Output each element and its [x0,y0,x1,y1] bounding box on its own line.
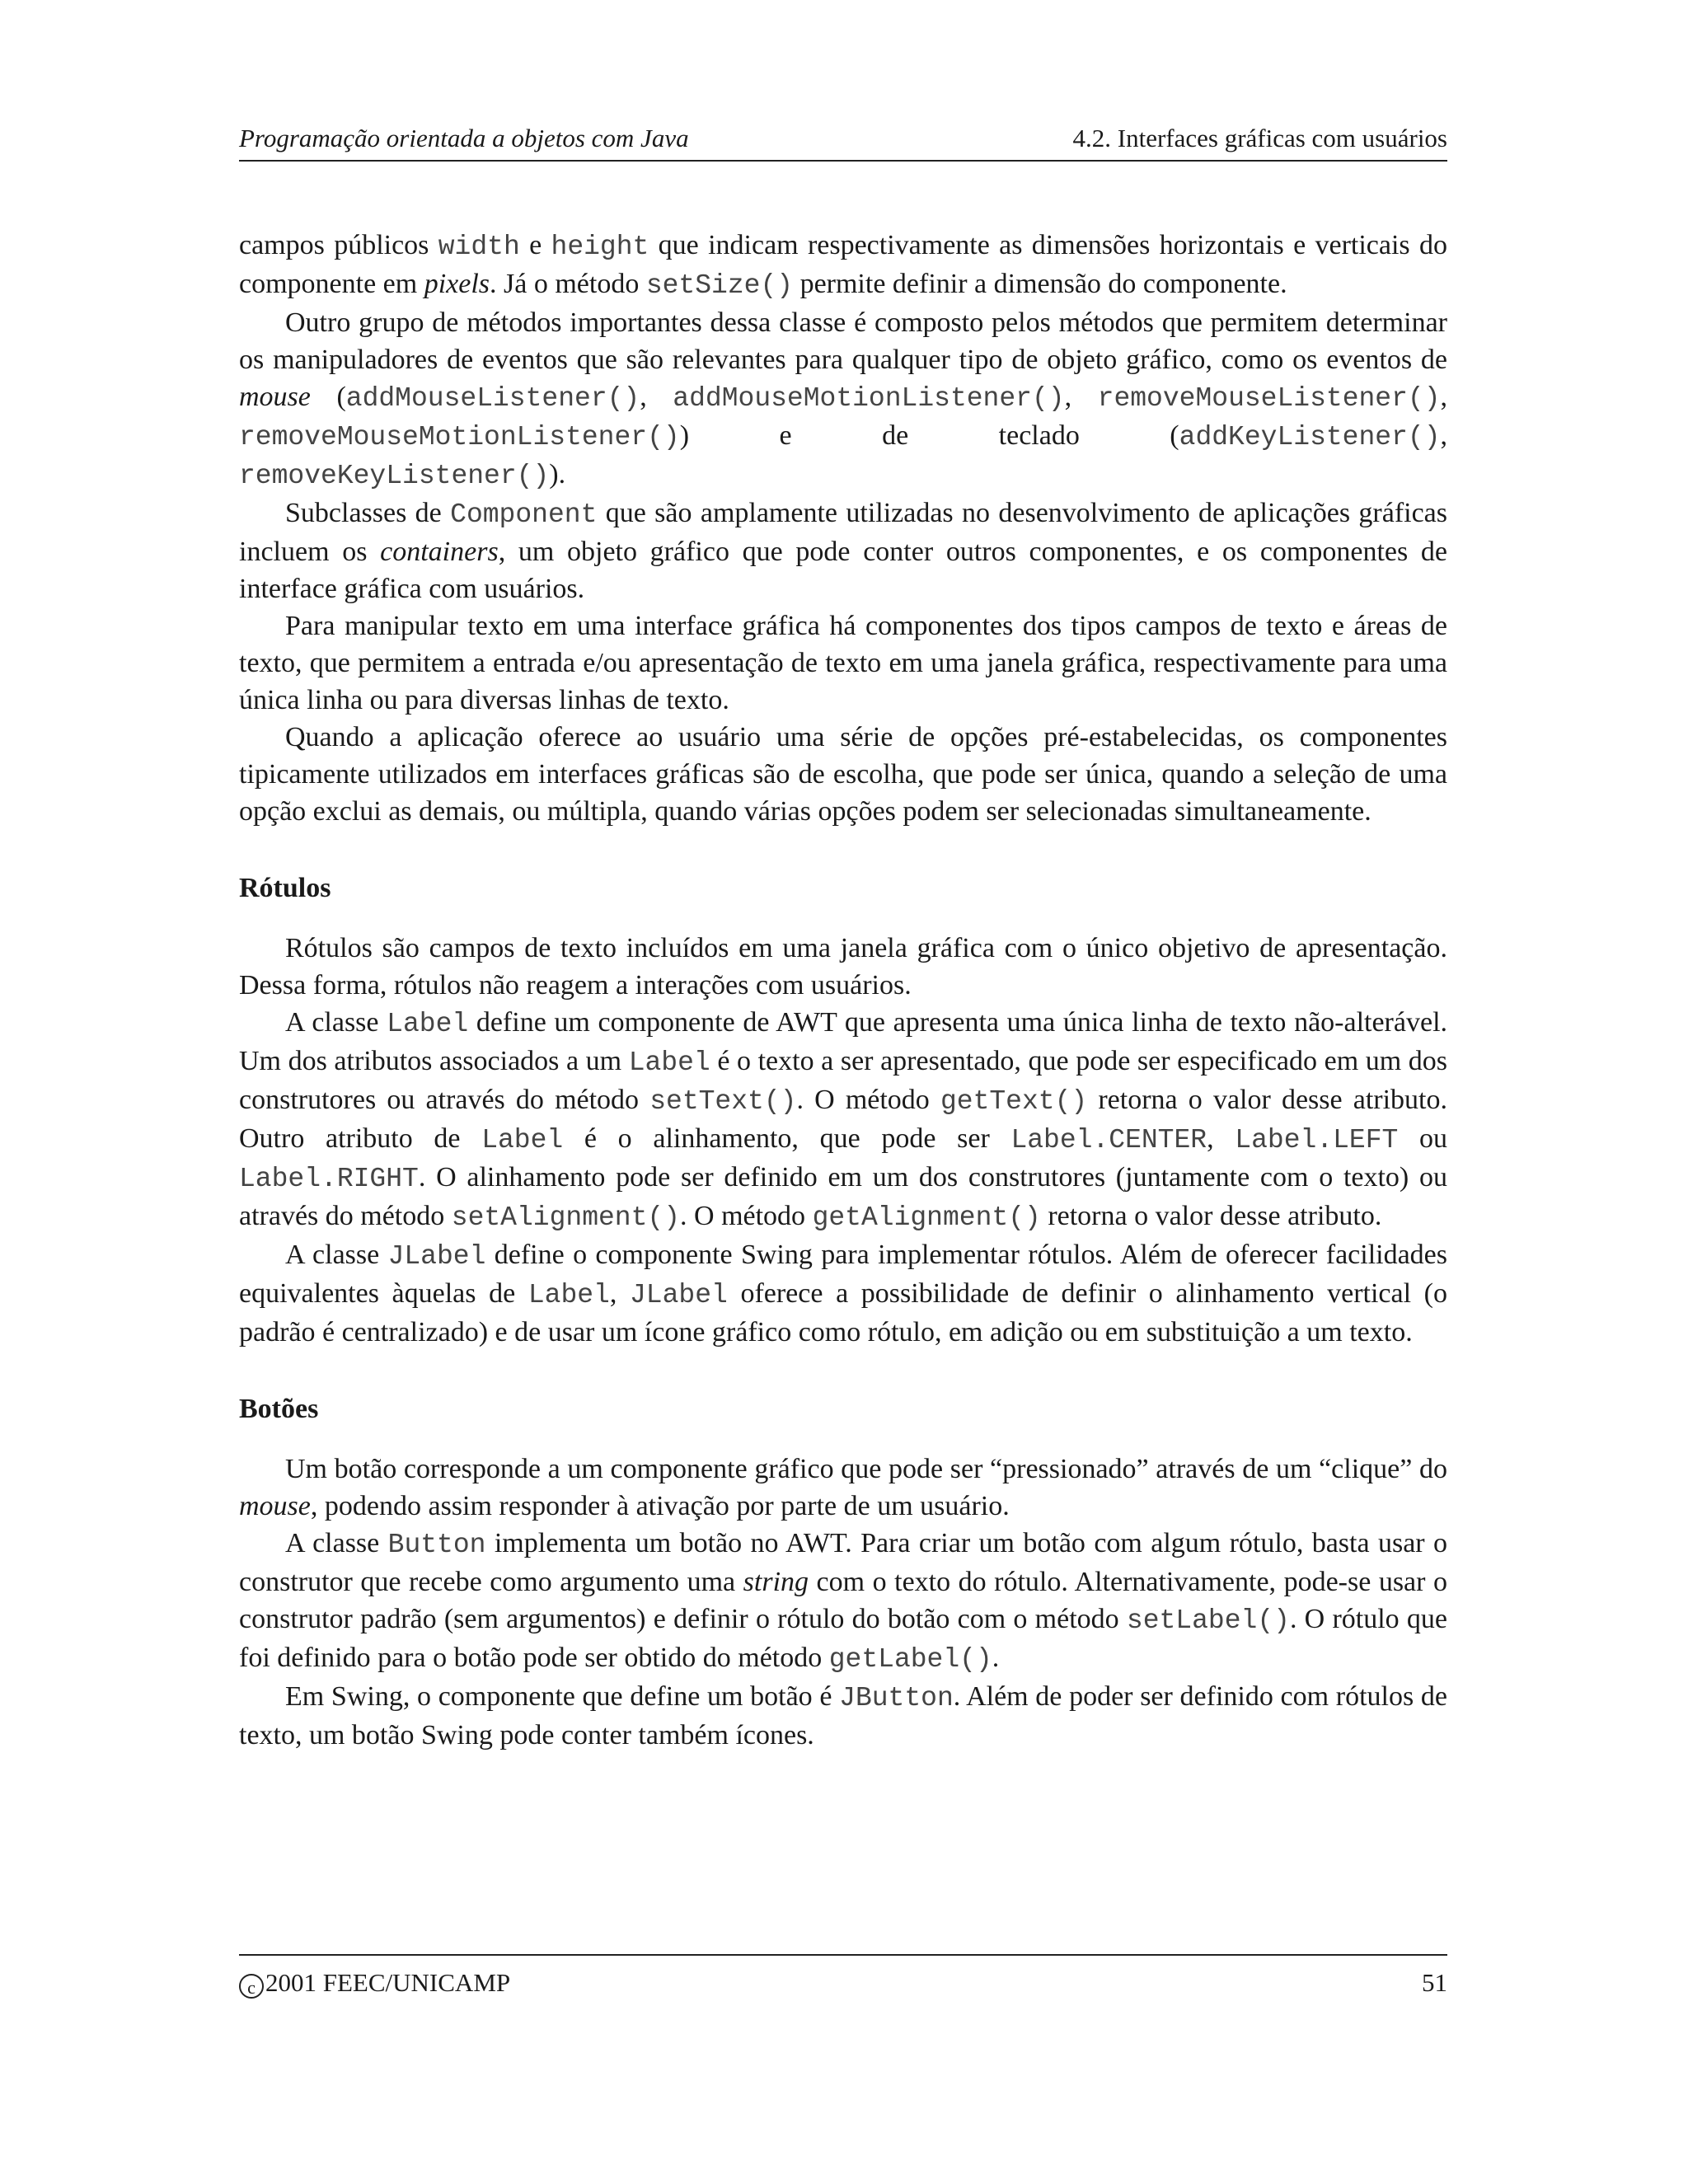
header-rule [239,160,1447,162]
paragraph-1: campos públicos width e height que indicam respectivamente as dimensões horizontais e verticais do componente em pixels. Já o método setSize() permite definir a dimensão do componente. [239,230,1447,301]
running-header [239,122,1447,155]
paragraph-6: Rótulos são campos de texto incluídos em uma janela gráfica com o único objetivo de apresentação. Dessa forma, rótulos não reagem a interações com usuários. [239,933,1447,1001]
paragraph-5: Quando a aplicação oferece ao usuário uma série de opções pré-estabelecidas, os componentes tipicamente utilizados em interfaces gráficas são de escolha, que pode ser única, quando a seleção de uma opção exclui as demais, ou múltipla, quando várias opções podem ser selecionadas simultaneamente. [239,722,1447,827]
paragraph-4: Para manipular texto em uma interface gráfica há componentes dos tipos campos de texto e áreas de texto, que permitem a entrada e/ou apresentação de texto em uma janela gráfica, respectivamente para uma única linha ou para diversas linhas de texto. [239,611,1447,715]
header-section-title: 4.2. Interfaces gráficas com usuários [1072,124,1447,152]
footer-rule [239,1954,1447,1956]
section-heading-botoes: Botões [239,1394,319,1424]
copyright-icon: c [239,1974,264,1999]
running-footer [239,1966,1447,1999]
paragraph-2: Outro grupo de métodos importantes dessa classe é composto pelos métodos que permitem determinar os manipuladores de eventos que são relevantes para qualquer tipo de objeto gráfico, como os eventos de mouse (addMouseListener(), addMouseMotionListener(), removeMouseListener(), removeMouseMotionListener()) e de teclado (addKeyListener(), removeKeyListener()). [239,307,1448,491]
body-text [239,227,1447,1754]
paragraph-8: A classe JLabel define o componente Swing para implementar rótulos. Além de oferecer facilidades equivalentes àquelas de Label, JLabel oferece a possibilidade de definir o alinhamento vertical (o padrão é centralizado) e de usar um ícone gráfico como rótulo, em adição ou em substituição a um texto. [239,1240,1447,1347]
page-number: 51 [1422,1968,1447,1997]
paragraph-10: A classe Button implementa um botão no AWT. Para criar um botão com algum rótulo, basta usar o construtor que recebe como argumento uma string com o texto do rótulo. Alternativamente, pode-se usar o construtor padrão (sem argumentos) e definir o rótulo do botão com o método setLabel(). O rótulo que foi definido para o botão pode ser obtido do método getLabel(). [239,1528,1448,1675]
section-heading-rotulos: Rótulos [239,873,331,903]
paragraph-7: A classe Label define um componente de AWT que apresenta uma única linha de texto não-alterável. Um dos atributos associados a um Label é o texto a ser apresentado, que pode ser especificado em um dos construtores ou através do método setText(). O método getText() retorna o valor desse atributo. Outro atributo de Label é o alinhamento, que pode ser Label.CENTER, Label.LEFT ou Label.RIGHT. O alinhamento pode ser definido em um dos construtores (juntamente com o texto) ou através do método setAlignment(). O método getAlignment() retorna o valor desse atributo. [239,1007,1448,1233]
header-book-title: Programação orientada a objetos com Java [239,124,689,152]
paragraph-3: Subclasses de Component que são amplamente utilizadas no desenvolvimento de aplicações gráficas incluem os containers, um objeto gráfico que pode conter outros componentes, e os componentes de interface gráfica com usuários. [239,498,1447,604]
footer-copyright: c 2001 FEEC/UNICAMP [239,1966,510,1999]
paragraph-11: Em Swing, o componente que define um botão é JButton. Além de poder ser definido com rótulos de texto, um botão Swing pode conter também ícones. [239,1681,1447,1750]
paragraph-9: Um botão corresponde a um componente gráfico que pode ser “pressionado” através de um “clique” do mouse, podendo assim responder à ativação por parte de um usuário. [239,1454,1447,1521]
